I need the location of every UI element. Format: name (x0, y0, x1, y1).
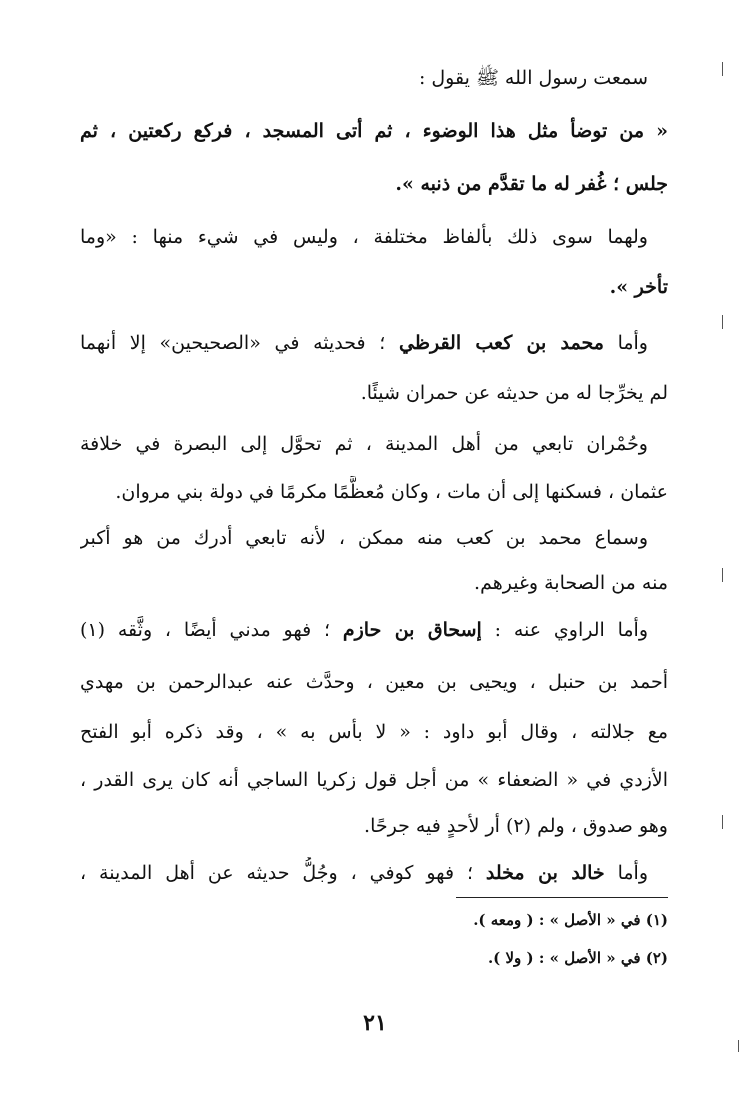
narrator-name: خالد بن مخلد (485, 862, 605, 884)
line-text: وحُمْران تابعي من أهل المدينة ، ثم تحوَّل إلى البصرة في خلافة (80, 433, 648, 455)
line-text: ؛ فحديثه في «الصحيحين» إلا أنهما (80, 332, 399, 354)
narrator-name: إسحاق بن حازم (342, 619, 482, 641)
body-line-16 (80, 810, 668, 842)
line-text: سمعت رسول الله ﷺ يقول : (418, 67, 648, 89)
margin-mark (738, 1040, 739, 1052)
line-text: وأما (604, 862, 648, 884)
body-line-12 (80, 614, 668, 646)
hadith-line-1 (80, 115, 668, 147)
line-text: تأخر ». (609, 276, 668, 298)
line-text: وهو صدوق ، ولم (٢) أر لأحدٍ فيه جرحًا. (364, 815, 668, 837)
footnote-2: (٢) في « الأصل » : ( ولا ). (487, 949, 668, 967)
line-text: أحمد بن حنبل ، ويحيى بن معين ، وحدَّث عنه عبدالرحمن بن مهدي (80, 671, 668, 693)
margin-mark (722, 815, 723, 829)
footnote-separator (456, 897, 668, 898)
line-text: وأما (603, 332, 648, 354)
body-line-13 (80, 666, 668, 698)
margin-mark (722, 568, 723, 582)
line-text: وأما الراوي عنه : (481, 619, 649, 641)
body-line-5 (80, 271, 668, 303)
line-text: ؛ فهو كوفي ، وجُلُّ حديثه عن أهل المدينة ، (80, 862, 486, 884)
body-line-4 (80, 221, 668, 253)
line-text: جلس ؛ غُفر له ما تقدَّم من ذنبه ». (395, 173, 668, 195)
margin-mark (722, 315, 723, 329)
body-line-17 (80, 857, 668, 889)
body-line-7 (80, 377, 668, 409)
body-line-9 (80, 476, 668, 508)
line-text: لم يخرِّجا له من حديثه عن حمران شيئًا. (360, 382, 668, 404)
page-number: ٢١ (363, 1010, 387, 1036)
line-text: ولهما سوى ذلك بألفاظ مختلفة ، وليس في شيء منها : «وما (80, 226, 648, 248)
line-text: ؛ فهو مدني أيضًا ، وثَّقه (١) (80, 619, 343, 641)
line-text: عثمان ، فسكنها إلى أن مات ، وكان مُعظَّمًا مكرمًا في دولة بني مروان. (115, 481, 668, 503)
line-text: الأزدي في « الضعفاء » من أجل قول زكريا الساجي أنه كان يرى القدر ، (80, 769, 668, 791)
body-line-10 (80, 522, 668, 554)
line-text: « من توضأ مثل هذا الوضوء ، ثم أتى المسجد ، فركع ركعتين ، ثم (80, 120, 668, 142)
line-text: وسماع محمد بن كعب منه ممكن ، لأنه تابعي أدرك من هو أكبر (80, 527, 648, 549)
body-line-6 (80, 327, 668, 359)
hadith-line-2 (80, 168, 668, 200)
body-line-1 (80, 62, 668, 94)
narrator-name: محمد بن كعب القرظي (399, 332, 604, 354)
line-text: منه من الصحابة وغيرهم. (474, 572, 668, 594)
body-line-11 (80, 567, 668, 599)
footnote-1: (١) في « الأصل » : ( ومعه ). (473, 911, 668, 929)
margin-mark (722, 62, 723, 76)
body-line-8 (80, 428, 668, 460)
body-line-14 (80, 716, 668, 748)
body-line-15 (80, 764, 668, 796)
line-text: مع جلالته ، وقال أبو داود : « لا بأس به » ، وقد ذكره أبو الفتح (80, 721, 668, 743)
